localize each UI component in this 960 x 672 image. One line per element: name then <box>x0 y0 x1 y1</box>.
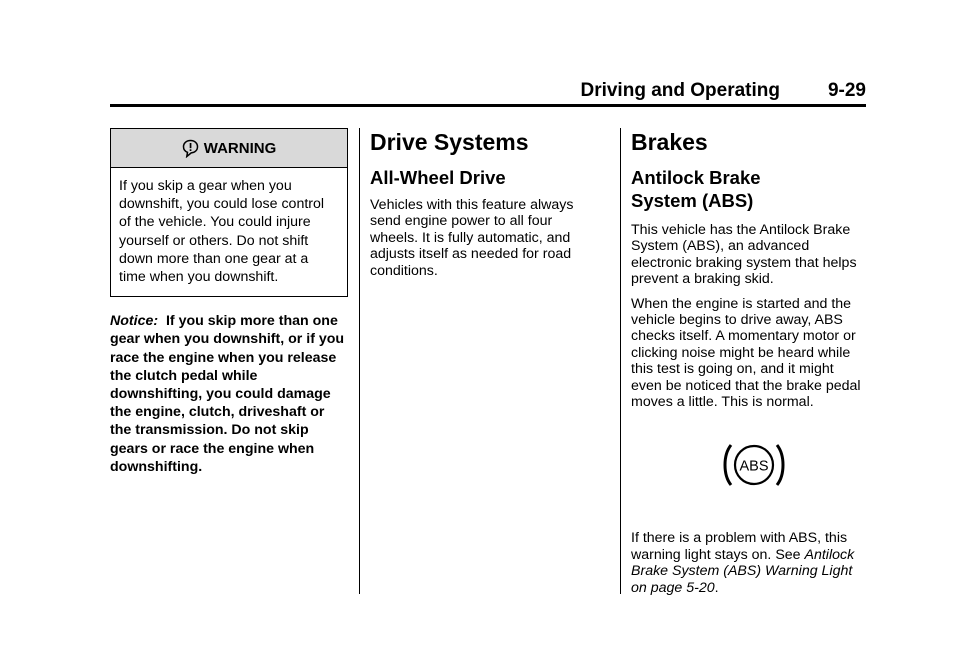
column-divider <box>359 128 360 594</box>
abs-icon-wrap <box>641 410 867 520</box>
brakes-heading: Brakes <box>631 129 708 155</box>
warning-text: If you skip a gear when you downshift, you could lose control of the vehicle. You could injure yourself or others. Do not shift down more than one gear at a time when you downshift. <box>119 178 325 286</box>
notice-label: Notice: <box>110 313 159 330</box>
notice-text: If you skip more than one gear when you downshift, or if you race the engine when you release the clutch pedal while downshifting, you could damage the engine, clutch, driveshaft or the transmission. Do not skip gears or race the engine when downshifting. <box>110 313 345 475</box>
warning-box <box>110 128 348 297</box>
abs-warning-link[interactable]: Antilock Brake System (ABS) Warning Light on page 5-20 <box>631 546 855 596</box>
abs-intro-text: This vehicle has the Antilock Brake System (ABS), an advanced electronic braking system that helps prevent a braking skid. <box>631 222 857 288</box>
page-number: 9-29 <box>827 80 866 101</box>
notice-paragraph <box>110 312 348 476</box>
warning-icon <box>182 139 199 158</box>
abs-selfcheck-text: When the engine is started and the vehicle begins to drive away, ABS checks itself. A momentary motor or clicking noise might be heard while this test is going on, and it might even be noticed that the brake pedal moves a little. This is normal. <box>631 295 861 411</box>
abs-heading-line2: System (ABS) <box>631 190 754 211</box>
abs-warning-plain: If there is a problem with ABS, this warning light stays on. See <box>631 530 848 563</box>
abs-warning-text <box>631 530 867 596</box>
warning-header <box>111 129 347 168</box>
drive-systems-heading: Drive Systems <box>370 129 529 155</box>
column-right <box>631 128 867 596</box>
abs-heading <box>631 166 867 212</box>
all-wheel-drive-heading: All-Wheel Drive <box>370 167 506 188</box>
section-title: Driving and Operating <box>580 80 780 101</box>
page-header <box>110 78 866 104</box>
abs-icon-label: ABS <box>739 458 769 475</box>
column-left <box>110 128 348 476</box>
warning-label: WARNING <box>203 139 277 157</box>
abs-heading-line1: Antilock Brake <box>631 167 761 188</box>
abs-warning-icon <box>721 439 787 491</box>
header-rule <box>110 104 866 107</box>
column-divider <box>620 128 621 594</box>
all-wheel-drive-text: Vehicles with this feature always send engine power to all four wheels. It is fully automatic, and adjusts itself as needed for road conditions. <box>370 197 574 279</box>
column-middle <box>370 128 588 279</box>
abs-warning-end: . <box>714 579 719 596</box>
